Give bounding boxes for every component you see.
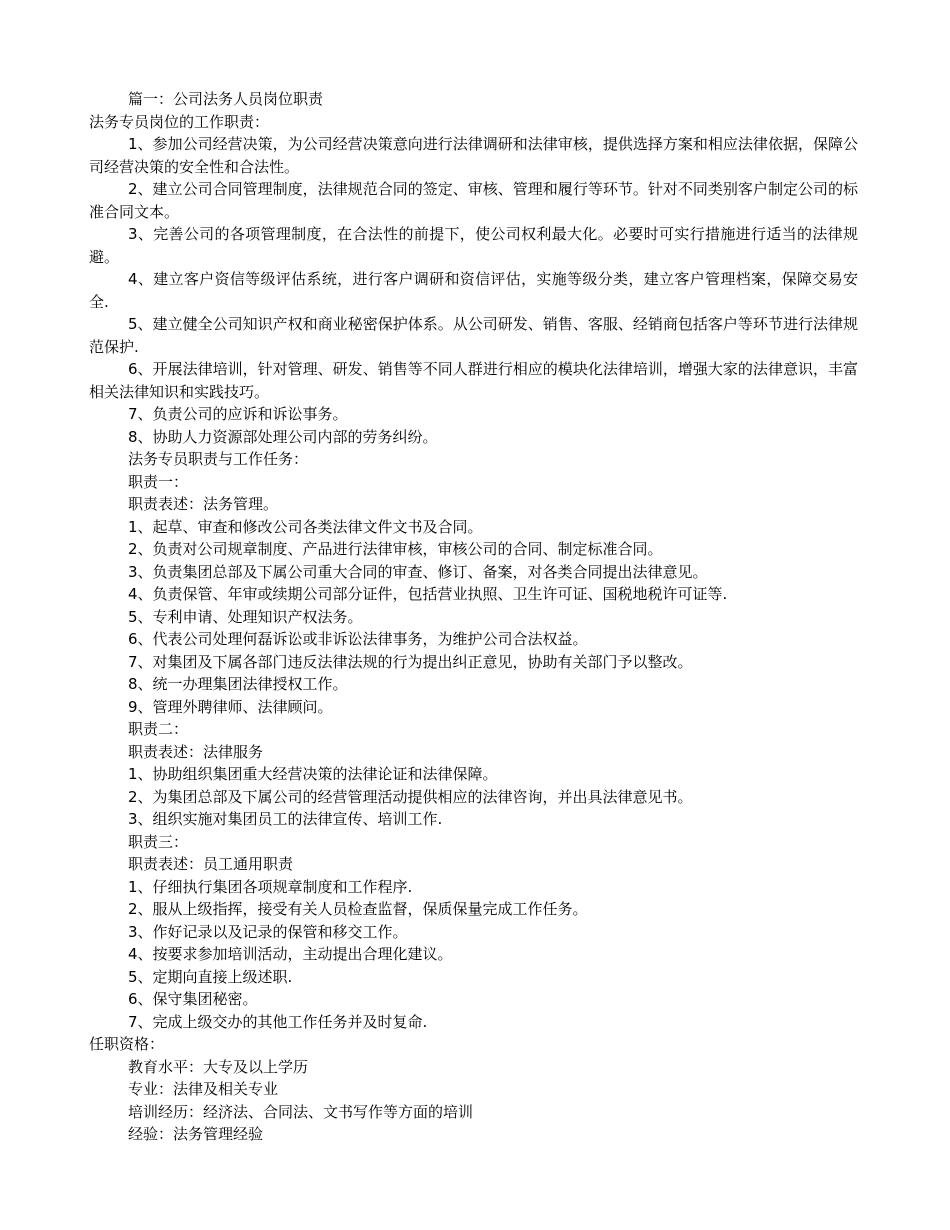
responsibility-description: 职责表述：员工通用职责 [128,855,294,873]
responsibility-item: 8、统一办理集团法律授权工作。 [128,675,348,693]
responsibility-description: 职责表述：法务管理。 [128,495,279,513]
responsibility-item: 5、专利申请、处理知识产权法务。 [128,607,363,626]
duty-item: 2、建立公司合同管理制度，法律规范合同的签定、审核、管理和履行等环节。针对不同类别客户制定公司的标准合同文本。 [89,180,858,221]
responsibility-heading: 职责二： [128,720,189,738]
duty-item: 6、开展法律培训，针对管理、研发、销售等不同人群进行相应的模块化法律培训，增强大家的法律意识，丰富相关法律知识和实践技巧。 [89,360,858,401]
duty-item: 3、完善公司的各项管理制度，在合法性的前提下，使公司权利最大化。必要时可实行措施进行适当的法律规避。 [89,225,858,266]
responsibility-item: 6、代表公司处理何磊诉讼或非诉讼法律事务，为维护公司合法权益。 [128,630,588,648]
responsibility-item: 2、负责对公司规章制度、产品进行法律审核，审核公司的合同、制定标准合同。 [128,540,663,558]
section-heading-qualifications: 任职资格： [89,1035,165,1053]
responsibility-item: 4、负责保管、年审或续期公司部分证件，包括营业执照、卫生许可证、国税地税许可证等. [128,585,728,603]
responsibility-item: 7、完成上级交办的其他工作任务并及时复命. [128,1012,428,1031]
responsibility-item: 2、为集团总部及下属公司的经营管理活动提供相应的法律咨询，并出具法律意见书。 [128,787,693,806]
section-heading-tasks: 法务专员职责与工作任务： [128,450,309,468]
responsibility-item: 1、协助组织集团重大经营决策的法律论证和法律保障。 [128,765,498,783]
responsibility-item: 6、保守集团秘密。 [128,990,258,1008]
responsibility-item: 3、组织实施对集团员工的法律宣传、培训工作. [128,810,443,828]
responsibility-item: 5、定期向直接上级述职. [128,967,293,986]
document-title: 篇一：公司法务人员岗位职责 [128,90,324,108]
qualification-item: 专业：法律及相关专业 [128,1080,279,1098]
duty-item: 4、建立客户资信等级评估系统，进行客户调研和资信评估，实施等级分类，建立客户管理档案，保障交易安全. [89,270,858,311]
responsibility-item: 2、服从上级指挥，接受有关人员检查监督，保质保量完成工作任务。 [128,900,588,918]
duty-item: 1、参加公司经营决策，为公司经营决策意向进行法律调研和法律审核，提供选择方案和相应法律依据，保障公司经营决策的安全性和合法性。 [89,135,858,176]
duty-item: 5、建立健全公司知识产权和商业秘密保护体系。从公司研发、销售、客服、经销商包括客户等环节进行法律规范保护. [89,315,858,356]
qualification-item: 经验：法务管理经验 [128,1125,264,1143]
duty-item: 7、负责公司的应诉和诉讼事务。 [128,405,348,423]
qualification-item: 教育水平：大专及以上学历 [128,1057,309,1076]
responsibility-heading: 职责一： [128,472,189,491]
duty-item: 8、协助人力资源部处理公司内部的劳务纠纷。 [128,427,438,446]
responsibility-heading: 职责三： [128,832,189,851]
responsibility-item: 3、作好记录以及记录的保管和移交工作。 [128,922,408,941]
responsibility-item: 4、按要求参加培训活动，主动提出合理化建议。 [128,945,453,963]
responsibility-item: 9、管理外聘律师、法律顾问。 [128,697,333,716]
responsibility-item: 3、负责集团总部及下属公司重大合同的审查、修订、备案，对各类合同提出法律意见。 [128,562,708,581]
section-heading-duties: 法务专员岗位的工作职责： [89,112,270,131]
responsibility-item: 1、起草、审查和修改公司各类法律文件文书及合同。 [128,517,483,536]
responsibility-item: 1、仔细执行集团各项规章制度和工作程序. [128,877,413,896]
qualification-item: 培训经历：经济法、合同法、文书写作等方面的培训 [128,1102,474,1121]
responsibility-item: 7、对集团及下属各部门违反法律法规的行为提出纠正意见，协助有关部门予以整改。 [128,652,693,671]
responsibility-description: 职责表述：法律服务 [128,742,264,761]
